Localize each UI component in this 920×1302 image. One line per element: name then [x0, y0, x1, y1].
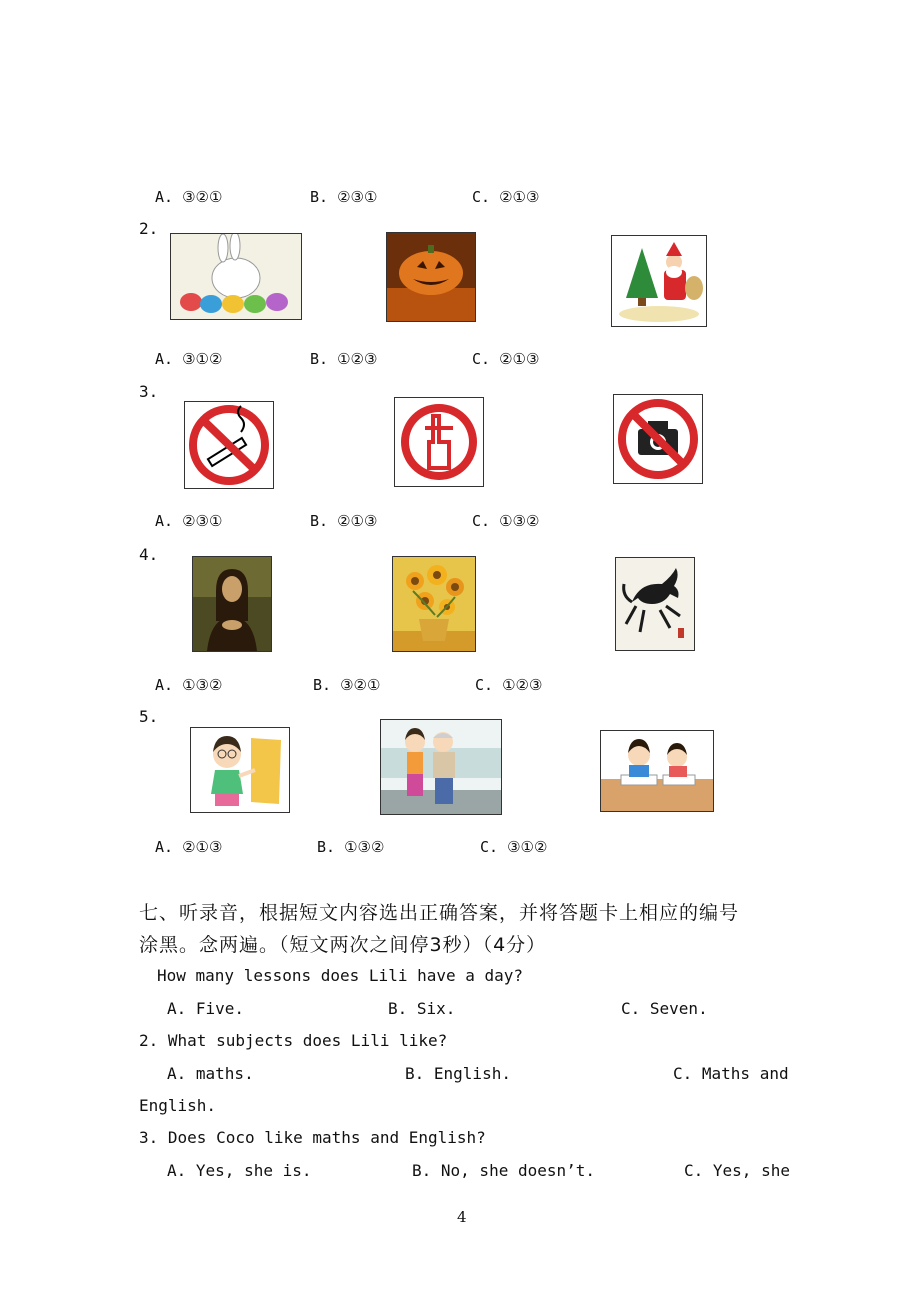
girl-and-grandpa-cartoon-image [380, 719, 502, 815]
galloping-horse-painting-image [615, 557, 695, 651]
p1-option-b: B. Six. [388, 999, 456, 1018]
mona-lisa-painting-image [192, 556, 272, 652]
section-heading-line2: 涂黑。念两遍。（短文两次之间停3秒）（4分） [139, 934, 547, 956]
question-number: 5. [139, 707, 159, 726]
q3-option-a: A. ②③① [155, 512, 223, 530]
p2-option-b: B. English. [405, 1064, 511, 1083]
q4-option-b: B. ③②① [313, 676, 381, 694]
q4-option-c: C. ①②③ [475, 676, 543, 694]
passage-question-1: How many lessons does Lili have a day? [157, 966, 524, 985]
section-heading-line1: 七、听录音，根据短文内容选出正确答案，并将答题卡上相应的编号 [139, 902, 740, 924]
q1-option-c: C. ②①③ [472, 188, 540, 206]
q5-option-c: C. ③①② [480, 838, 548, 856]
q3-option-b: B. ②①③ [310, 512, 378, 530]
question-number: 2. [139, 219, 159, 238]
q2-option-b: B. ①②③ [310, 350, 378, 368]
q5-option-a: A. ②①③ [155, 838, 223, 856]
q2-option-a: A. ③①② [155, 350, 223, 368]
p3-option-c: C. Yes, she [684, 1161, 790, 1180]
passage-question-2: 2. What subjects does Lili like? [139, 1031, 448, 1050]
p1-option-a: A. Five. [167, 999, 245, 1018]
no-camera-sign-image [613, 394, 703, 484]
question-number: 3. [139, 382, 159, 401]
q2-option-c: C. ②①③ [472, 350, 540, 368]
p2-option-c-wrap: English. [139, 1096, 217, 1115]
question-number: 4. [139, 545, 159, 564]
halloween-pumpkin-image [386, 232, 476, 322]
p1-option-c: C. Seven. [621, 999, 708, 1018]
p2-option-a: A. maths. [167, 1064, 254, 1083]
girl-at-door-cartoon-image [190, 727, 290, 813]
no-smoking-sign-image [184, 401, 274, 489]
p3-option-b: B. No, she doesn’t. [412, 1161, 596, 1180]
quiet-please-sign-image [394, 397, 484, 487]
easter-bunny-image [170, 233, 302, 320]
passage-question-3: 3. Does Coco like maths and English? [139, 1128, 486, 1147]
christmas-santa-image [611, 235, 707, 327]
q3-option-c: C. ①③② [472, 512, 540, 530]
q4-option-a: A. ①③② [155, 676, 223, 694]
q1-option-a: A. ③②① [155, 188, 223, 206]
p2-option-c: C. Maths and [673, 1064, 789, 1083]
sunflowers-painting-image [392, 556, 476, 652]
kids-studying-cartoon-image [600, 730, 714, 812]
q5-option-b: B. ①③② [317, 838, 385, 856]
p3-option-a: A. Yes, she is. [167, 1161, 312, 1180]
page-number: 4 [457, 1208, 467, 1226]
q1-option-b: B. ②③① [310, 188, 378, 206]
